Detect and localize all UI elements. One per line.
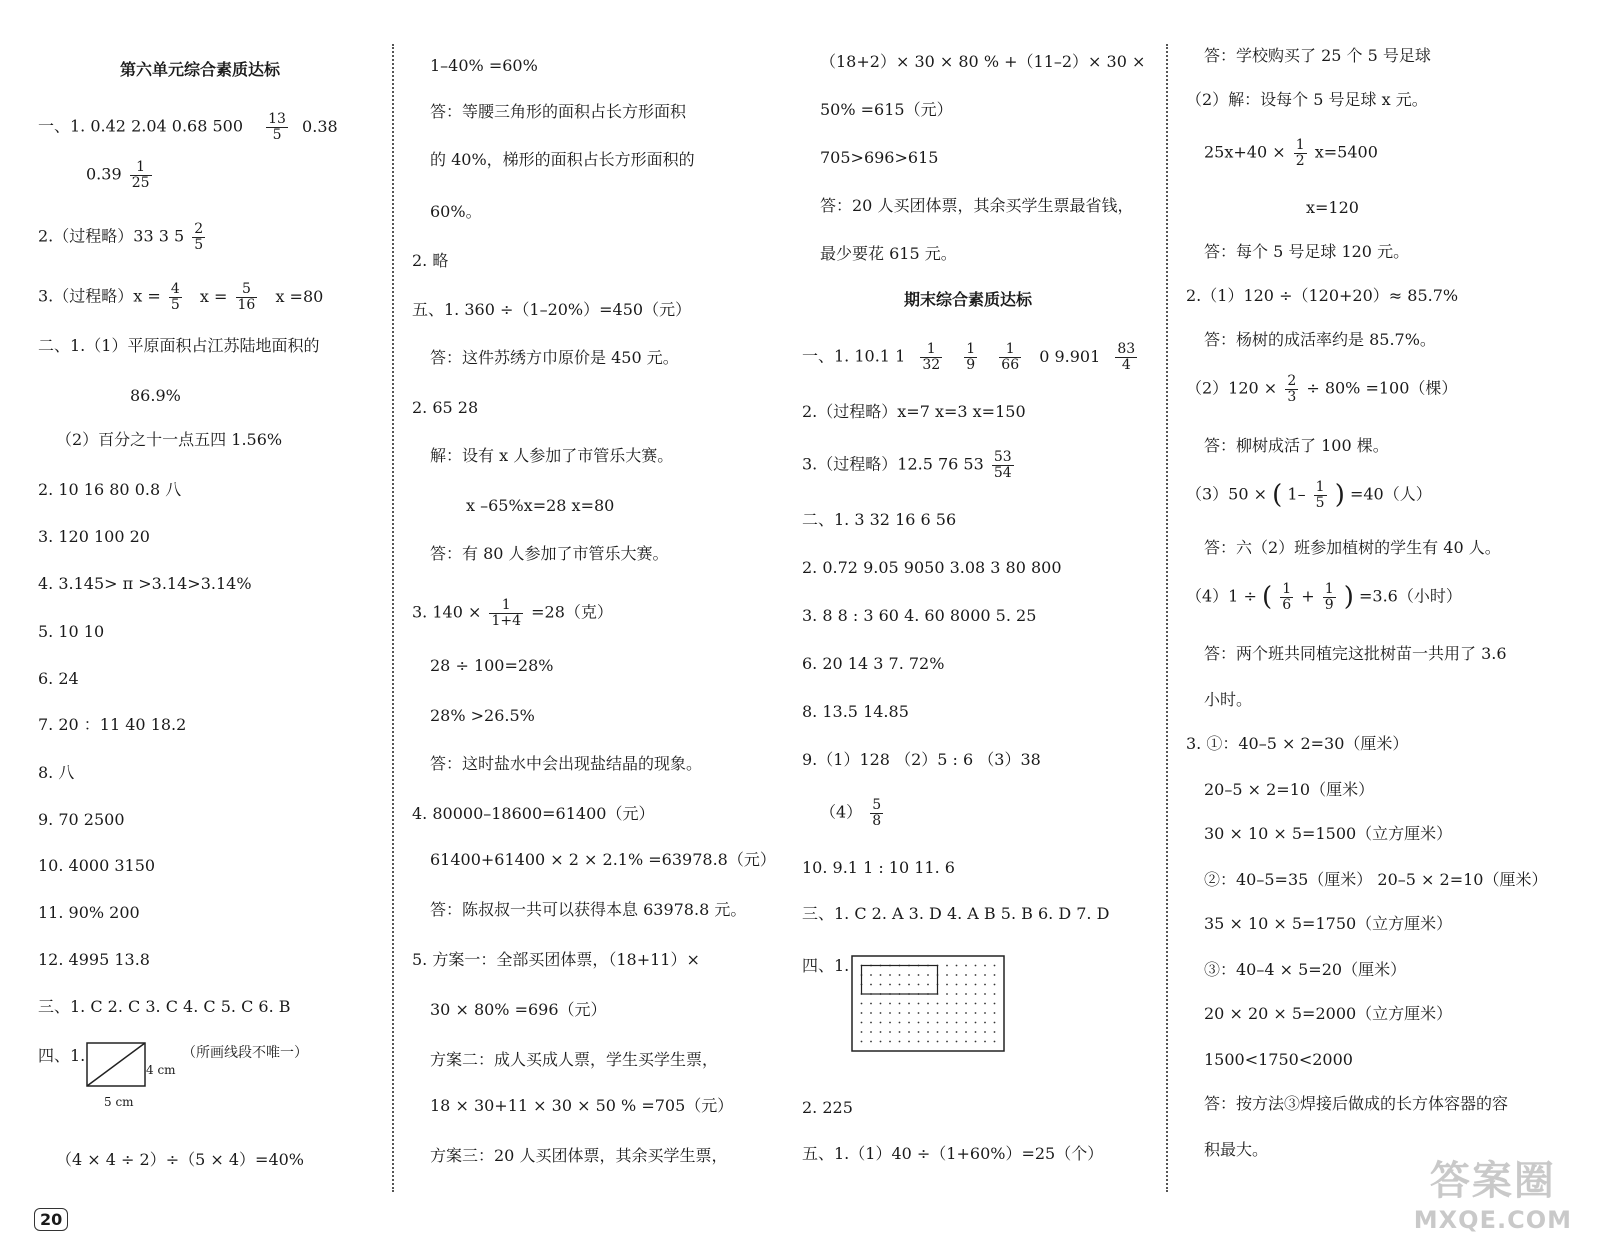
grid-dot (918, 1041, 920, 1043)
grid-dot (880, 1003, 882, 1005)
answer-line (86, 160, 155, 190)
numerator: 1 (966, 341, 976, 357)
answer-line: 2. 略 (412, 251, 449, 270)
denominator: 8 (872, 812, 882, 829)
denominator: 2 (1295, 152, 1305, 169)
answer-text: （2）120 × (1186, 378, 1278, 398)
answer-line: 答：学校购买了 25 个 5 号足球 (1204, 46, 1431, 65)
answer-text: （3）50 × (1186, 484, 1268, 504)
right-paren: ) (1334, 480, 1345, 511)
answer-line (1186, 374, 1457, 404)
grid-dot (918, 1012, 920, 1014)
answer-line: 二、1.（1）平原面积占江苏陆地面积的 (38, 336, 320, 355)
grid-dot (984, 993, 986, 995)
answer-line: 答：杨树的成活率约是 85.7%。 (1204, 330, 1436, 349)
watermark-logo (1414, 1149, 1572, 1234)
grid-dot (984, 1012, 986, 1014)
denominator: 16 (237, 296, 256, 313)
grid-dot (994, 1012, 996, 1014)
answer-line (38, 112, 338, 142)
answer-line: 28% >26.5% (430, 706, 535, 725)
grid-dot (994, 965, 996, 967)
diagonal-segment (87, 1043, 145, 1086)
grid-dot (899, 974, 901, 976)
grid-dot (965, 993, 967, 995)
denominator: 1+4 (491, 612, 522, 629)
numerator: 1 (1324, 581, 1334, 597)
grid-dot (975, 984, 977, 986)
answer-line: 5. 方案一：全部买团体票，（18+11）× (412, 950, 700, 969)
answer-line: 方案二：成人买成人票，学生买学生票， (430, 1050, 719, 1069)
answer-line: （2）百分之十一点五四 1.56% (56, 430, 283, 449)
numerator: 5 (872, 797, 882, 813)
fraction (992, 450, 1014, 480)
grid-dot (965, 974, 967, 976)
answer-text: 3. 140 × (412, 602, 482, 622)
grid-dot (946, 974, 948, 976)
grid-dot (956, 1022, 958, 1024)
numerator: 1 (920, 342, 942, 358)
answer-line: 五、1. 360 ÷（1–20%）=450（元） (412, 300, 692, 319)
grid-dot (946, 984, 948, 986)
fraction (999, 342, 1021, 372)
answer-line: 9.（1）128 （2）5 : 6 （3）38 (802, 750, 1041, 769)
grid-dot (861, 1031, 863, 1033)
grid-dot (899, 1022, 901, 1024)
answer-line: （18+2）× 30 × 80 % +（11–2）× 30 × (820, 52, 1146, 71)
grid-dot (870, 1041, 872, 1043)
width-label: 5 cm (104, 1095, 134, 1109)
grid-dot (908, 1041, 910, 1043)
grid-dot (994, 984, 996, 986)
answer-line: 答：等腰三角形的面积占长方形面积 (430, 102, 687, 121)
grid-dot (870, 1012, 872, 1014)
answer-text: =40（人） (1349, 484, 1432, 504)
grid-dot (918, 984, 920, 986)
grid-dot (889, 1031, 891, 1033)
answer-line: 答：陈叔叔一共可以获得本息 63978.8 元。 (430, 900, 747, 919)
denominator: 6 (1282, 596, 1292, 613)
left-paren: ( (1261, 582, 1273, 613)
grid-dot (984, 1003, 986, 1005)
answer-line (802, 450, 1017, 480)
grid-dot (994, 974, 996, 976)
answer-line (38, 282, 323, 312)
grid-dot (965, 1041, 967, 1043)
answer-line: 答：两个班共同植完这批树苗一共用了 3.6 (1204, 644, 1507, 663)
answer-text: x = (199, 286, 228, 306)
answer-line: 最少要花 615 元。 (820, 244, 957, 263)
grid-dot (975, 1031, 977, 1033)
answer-text: 1– (1287, 484, 1306, 504)
answer-line: 2. 65 28 (412, 398, 479, 417)
answer-line: 86.9% (130, 386, 181, 405)
grid-dot (975, 965, 977, 967)
answer-line: 6. 24 (38, 669, 79, 688)
answer-line (1186, 480, 1432, 510)
grid-dot (956, 1012, 958, 1014)
answer-line: 小时。 (1204, 690, 1253, 709)
grid-dot (956, 1041, 958, 1043)
answer-text: 0.39 (86, 164, 122, 184)
answer-line: 18 × 30+11 × 30 × 50 % =705（元） (430, 1096, 734, 1115)
answer-line: 1500<1750<2000 (1204, 1050, 1353, 1069)
answer-line: 解：设有 x 人参加了市管乐大赛。 (430, 446, 674, 465)
grid-dot (937, 1003, 939, 1005)
answer-line: 705>696>615 (820, 148, 939, 167)
denominator: 5 (272, 126, 282, 143)
fraction (1323, 582, 1336, 612)
answer-line: 4. 3.145> π >3.14>3.14% (38, 574, 252, 593)
answer-line: 10. 4000 3150 (38, 856, 156, 875)
note-text: （所画线段不唯一） (182, 1045, 308, 1061)
answer-line: x –65%x=28 x=80 (466, 496, 615, 515)
denominator: 3 (1287, 388, 1297, 405)
grid-dot (956, 965, 958, 967)
grid-dot (927, 1012, 929, 1014)
grid-dot (994, 1031, 996, 1033)
answer-text: x =80 (275, 286, 324, 306)
answer-line: 五、1.（1）40 ÷（1+60%）=25（个） (802, 1144, 1104, 1163)
fraction (130, 160, 152, 190)
answer-line: 2.（过程略）x=7 x=3 x=150 (802, 402, 1026, 421)
numerator: 1 (489, 598, 523, 614)
grid-dot (975, 1022, 977, 1024)
fraction (192, 222, 205, 252)
grid-dot (965, 965, 967, 967)
grid-dot (870, 984, 872, 986)
grid-dot (937, 1012, 939, 1014)
fraction (1280, 582, 1293, 612)
answer-text: （4） (820, 802, 863, 822)
answer-text: ÷ 80% =100（棵） (1306, 378, 1458, 398)
answer-text: 25x+40 × (1204, 142, 1286, 162)
denominator: 5 (194, 236, 204, 253)
answer-line: 2. 0.72 9.05 9050 3.08 3 80 800 (802, 558, 1062, 577)
numerator: 1 (999, 342, 1021, 358)
grid-dot (918, 1031, 920, 1033)
answer-line: 8. 八 (38, 763, 75, 782)
numerator: 13 (268, 111, 286, 127)
answer-line: （2）解：设每个 5 号足球 x 元。 (1186, 90, 1428, 109)
grid-dot (965, 1022, 967, 1024)
answer-line: 答：这件苏绣方巾原价是 450 元。 (430, 348, 679, 367)
grid-dot (899, 1012, 901, 1014)
grid-dot (984, 984, 986, 986)
grid-dot (946, 1031, 948, 1033)
fraction (489, 598, 523, 628)
grid-dot (946, 965, 948, 967)
rectangle-diagram (86, 1042, 148, 1088)
fraction (1285, 374, 1298, 404)
numerator: 2 (194, 221, 204, 237)
grid-dot (889, 1012, 891, 1014)
grid-dot (975, 1003, 977, 1005)
answer-line: 3. 120 100 20 (38, 527, 150, 546)
answer-line: 3. 8 8 : 3 60 4. 60 8000 5. 25 (802, 606, 1037, 625)
grid-dot (956, 1003, 958, 1005)
answer-line: 30 × 80% =696（元） (430, 1000, 607, 1019)
grid-dot (880, 1012, 882, 1014)
grid-dot (927, 974, 929, 976)
denominator: 32 (922, 356, 941, 373)
grid-dot (880, 1031, 882, 1033)
section-heading: 第六单元综合素质达标 (120, 60, 281, 79)
grid-dot (918, 1003, 920, 1005)
right-paren: ) (1343, 582, 1354, 613)
grid-dot (937, 1041, 939, 1043)
grid-dot (975, 1012, 977, 1014)
denominator: 4 (1121, 356, 1131, 373)
answer-line: 3. ①：40–5 × 2=30（厘米） (1186, 734, 1409, 753)
grid-dot (956, 974, 958, 976)
grid-dot (861, 1022, 863, 1024)
answer-line: 7. 20 ：11 40 18.2 (38, 715, 187, 734)
grid-dot (870, 974, 872, 976)
numerator: 53 (993, 449, 1012, 465)
denominator: 5 (170, 296, 180, 313)
grid-dot (927, 1003, 929, 1005)
answer-line (38, 222, 208, 252)
denominator: 54 (993, 464, 1012, 481)
grid-dot (899, 1041, 901, 1043)
grid-dot (908, 984, 910, 986)
grid-dot (946, 1041, 948, 1043)
grid-dot (984, 1031, 986, 1033)
answer-line: 35 × 10 × 5=1750（立方厘米） (1204, 914, 1453, 933)
grid-dot (889, 1022, 891, 1024)
denominator: 9 (966, 356, 976, 373)
numerator: 83 (1117, 341, 1136, 357)
answer-line: 答：20 人买团体票，其余买学生票最省钱， (820, 196, 1134, 215)
answer-text: 2.（过程略）33 3 5 (38, 226, 185, 246)
grid-dot (870, 1031, 872, 1033)
grid-dot (956, 993, 958, 995)
answer-line: 9. 70 2500 (38, 810, 125, 829)
answer-line: ②：40–5=35（厘米） 20–5 × 2=10（厘米） (1204, 870, 1548, 889)
column-divider (1166, 44, 1168, 1192)
grid-dot (965, 1012, 967, 1014)
grid-dot (994, 1022, 996, 1024)
watermark-text: 答案圈 (1429, 1158, 1556, 1204)
grid-dot (889, 1041, 891, 1043)
grid-dot (975, 974, 977, 976)
denominator: 9 (1324, 596, 1334, 613)
grid-dot (946, 993, 948, 995)
page-number: 20 (34, 1208, 68, 1231)
answer-line: 三、1. C 2. C 3. C 4. C 5. C 6. B (38, 997, 291, 1016)
grid-dot (994, 1041, 996, 1043)
answer-label: 四、1. (38, 1046, 86, 1065)
plus-sign: + (1301, 586, 1315, 606)
answer-text: 3.（过程略）12.5 76 53 (802, 454, 984, 474)
grid-dot (889, 984, 891, 986)
grid-dot (927, 984, 929, 986)
grid-dot (965, 1031, 967, 1033)
answer-line: 28 ÷ 100=28% (430, 656, 554, 675)
answer-line (412, 598, 613, 628)
grid-dot (889, 1003, 891, 1005)
answer-text: 0 9.901 (1039, 346, 1101, 366)
answer-line: 二、1. 3 32 16 6 56 (802, 510, 957, 529)
answer-line: 12. 4995 13.8 (38, 950, 150, 969)
grid-dot (975, 1041, 977, 1043)
grid-dot (937, 1031, 939, 1033)
numerator: 2 (1287, 373, 1297, 389)
answer-text: 一、1. 0.42 2.04 0.68 500 (38, 116, 244, 136)
fraction (169, 282, 182, 312)
answer-text: 3.（过程略）x = (38, 286, 161, 306)
numerator: 4 (170, 281, 180, 297)
grid-dot (984, 965, 986, 967)
dot-grid-figure (850, 954, 1010, 1064)
fraction (1314, 480, 1327, 510)
answer-line: 60%。 (430, 202, 482, 221)
denominator: 5 (1315, 494, 1325, 511)
answer-line: 的 40%，梯形的面积占长方形面积的 (430, 150, 695, 169)
grid-dot (861, 1012, 863, 1014)
grid-dot (880, 1041, 882, 1043)
grid-dot (975, 993, 977, 995)
height-label: 4 cm (146, 1063, 176, 1077)
grid-dot (870, 1003, 872, 1005)
grid-dot (946, 1022, 948, 1024)
answer-line: （4 × 4 ÷ 2）÷（5 × 4）=40% (56, 1150, 305, 1169)
fraction (266, 112, 288, 142)
grid-dot (918, 974, 920, 976)
answer-line (1186, 138, 1378, 168)
answer-line: 答：六（2）班参加植树的学生有 40 人。 (1204, 538, 1501, 557)
answer-text: x=5400 (1314, 142, 1378, 162)
answer-line: 4. 80000–18600=61400（元） (412, 804, 655, 823)
grid-dot (889, 974, 891, 976)
grid-dot (965, 1003, 967, 1005)
answer-line: 答：每个 5 号足球 120 元。 (1204, 242, 1410, 261)
fraction (964, 342, 977, 372)
answer-line: ③：40–4 × 5=20（厘米） (1204, 960, 1407, 979)
grid-dot (927, 1031, 929, 1033)
answer-line (802, 798, 886, 828)
grid-dot (899, 984, 901, 986)
grid-dot (908, 1022, 910, 1024)
answer-line: 5. 10 10 (38, 622, 105, 641)
answer-line: 答：柳树成活了 100 棵。 (1204, 436, 1389, 455)
column-divider (392, 44, 394, 1192)
answer-line: 答：这时盐水中会出现盐结晶的现象。 (430, 754, 703, 773)
numerator: 1 (130, 160, 152, 176)
grid-dot (880, 984, 882, 986)
fraction (236, 282, 258, 312)
numerator: 1 (1295, 137, 1305, 153)
grid-dot (918, 1022, 920, 1024)
grid-dot (937, 1022, 939, 1024)
grid-dot (908, 1012, 910, 1014)
grid-dot (965, 984, 967, 986)
grid-dot (994, 993, 996, 995)
answer-line: 8. 13.5 14.85 (802, 702, 909, 721)
grid-dot (946, 1012, 948, 1014)
answer-line (1186, 582, 1462, 612)
inner-rectangle (862, 966, 938, 995)
grid-dot (956, 1031, 958, 1033)
answer-line: 30 × 10 × 5=1500（立方厘米） (1204, 824, 1453, 843)
numerator: 1 (1282, 581, 1292, 597)
watermark-url: MXQE.COM (1413, 1206, 1572, 1234)
grid-dot (994, 1003, 996, 1005)
answer-text: （4）1 ÷ (1186, 586, 1257, 606)
grid-dot (908, 1031, 910, 1033)
answer-line: 积最大。 (1204, 1140, 1269, 1159)
answer-line: 20 × 20 × 5=2000（立方厘米） (1204, 1004, 1453, 1023)
grid-dot (927, 1022, 929, 1024)
answer-line: 6. 20 14 3 7. 72% (802, 654, 945, 673)
answer-line: 答：有 80 人参加了市管乐大赛。 (430, 544, 669, 563)
answer-text: 一、1. 10.1 1 (802, 346, 906, 366)
grid-dot (946, 1003, 948, 1005)
grid-dot (908, 974, 910, 976)
answer-line: 三、1. C 2. A 3. D 4. A B 5. B 6. D 7. D (802, 904, 1110, 923)
answer-text: =28（克） (531, 602, 613, 622)
answer-line: 10. 9.1 1 : 10 11. 6 (802, 858, 955, 877)
grid-dot (899, 1003, 901, 1005)
grid-dot (861, 1041, 863, 1043)
answer-line (802, 342, 1140, 372)
grid-dot (927, 1041, 929, 1043)
denominator: 66 (1001, 356, 1020, 373)
grid-dot (870, 1022, 872, 1024)
grid-dot (984, 1041, 986, 1043)
denominator: 25 (131, 174, 150, 191)
answer-line: 50% =615（元） (820, 100, 953, 119)
answer-line: 11. 90% 200 (38, 903, 140, 922)
answer-line: 2. 10 16 80 0.8 八 (38, 480, 182, 499)
fraction (1115, 342, 1137, 372)
grid-dot (984, 1022, 986, 1024)
answer-line: 1–40% =60% (430, 56, 538, 75)
fraction (1294, 138, 1307, 168)
grid-dot (956, 984, 958, 986)
answer-line: 答：按方法③焊接后做成的长方体容器的容 (1204, 1094, 1509, 1113)
answer-label: 四、1. (802, 956, 850, 975)
grid-dot (861, 1003, 863, 1005)
answer-line: 方案三：20 人买团体票，其余买学生票， (430, 1146, 728, 1165)
answer-line: 2.（1）120 ÷（120+20）≈ 85.7% (1186, 286, 1459, 305)
grid-dot (899, 1031, 901, 1033)
section-heading: 期末综合素质达标 (904, 290, 1033, 309)
left-paren: ( (1272, 480, 1283, 511)
numerator: 5 (236, 282, 258, 298)
fraction (870, 798, 883, 828)
grid-dot (908, 1003, 910, 1005)
fraction (920, 342, 942, 372)
grid-dot (880, 1022, 882, 1024)
answer-line: 61400+61400 × 2 × 2.1% =63978.8（元） (430, 850, 776, 869)
numerator: 1 (1315, 479, 1325, 495)
answer-text: 0.38 (302, 116, 338, 136)
grid-dot (984, 974, 986, 976)
answer-text: =3.6（小时） (1358, 586, 1462, 606)
grid-dot (880, 974, 882, 976)
answer-line: 20–5 × 2=10（厘米） (1204, 780, 1375, 799)
answer-line: 2. 225 (802, 1098, 853, 1117)
answer-line: x=120 (1306, 198, 1359, 217)
